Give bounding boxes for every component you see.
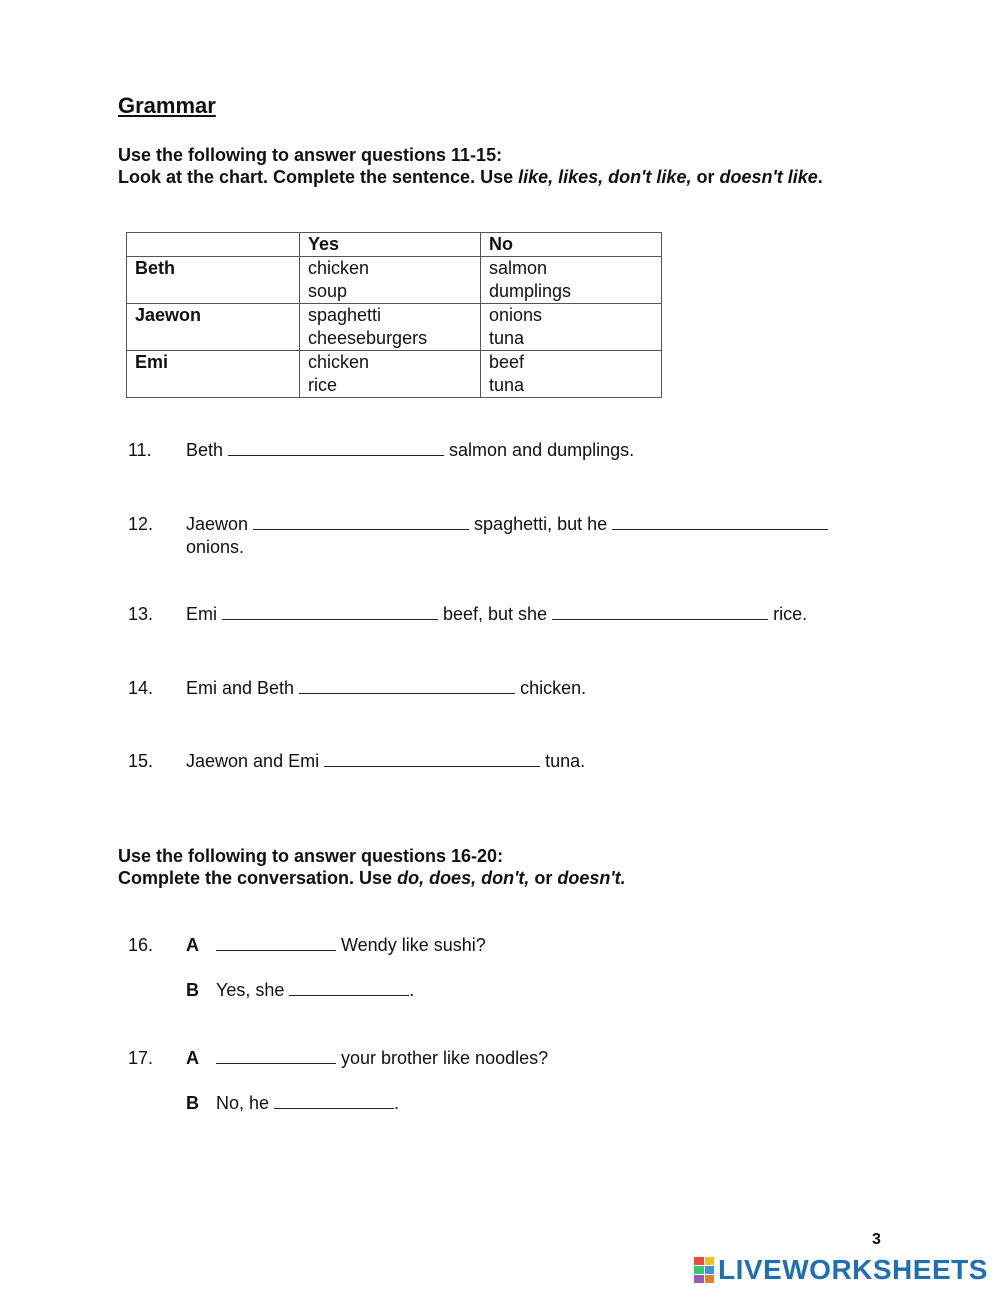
- speaker-a-line: Wendy like sushi?: [216, 934, 486, 957]
- yes-cell: chicken rice: [300, 351, 481, 398]
- table-row: [127, 304, 662, 351]
- table-row: [127, 257, 662, 304]
- question-text: Emi and Beth chicken.: [186, 678, 587, 698]
- answer-blank[interactable]: [216, 1047, 336, 1064]
- header-yes: Yes: [300, 233, 481, 257]
- question-number: 12.: [128, 514, 154, 534]
- question-number: 14.: [128, 678, 154, 698]
- answer-blank[interactable]: [228, 439, 444, 456]
- page-title: Grammar: [118, 93, 216, 118]
- speaker-b-line: Yes, she .: [216, 980, 415, 1000]
- header-no: No: [481, 233, 662, 257]
- speaker-a-label: A: [186, 935, 199, 955]
- speaker-b-line: No, he .: [216, 1093, 400, 1113]
- yes-cell: chicken soup: [300, 257, 481, 304]
- person-name: Jaewon: [127, 304, 300, 351]
- instructions-11-15: [118, 144, 858, 188]
- speaker-a-label: A: [186, 1048, 199, 1068]
- no-cell: onions tuna: [481, 304, 662, 351]
- answer-blank[interactable]: [274, 1092, 394, 1109]
- instruction-line: Look at the chart. Complete the sentence. Use like, likes, don't like, or doesn't like.: [118, 167, 823, 187]
- answer-blank[interactable]: [289, 979, 409, 996]
- question-text: Beth salmon and dumplings.: [186, 440, 635, 460]
- question-number: 17.: [128, 1048, 154, 1068]
- answer-blank[interactable]: [216, 934, 336, 951]
- instruction-line: Complete the conversation. Use do, does, don't, or doesn't.: [118, 868, 626, 888]
- answer-blank[interactable]: [222, 603, 438, 620]
- table-row: [127, 351, 662, 398]
- instruction-line: Use the following to answer questions 16-20:: [118, 846, 504, 866]
- instruction-line: Use the following to answer questions 11-15:: [118, 145, 503, 165]
- speaker-b-label: B: [186, 980, 199, 1000]
- speaker-b-label: B: [186, 1093, 199, 1113]
- food-preference-chart: [126, 232, 662, 398]
- instructions-16-20: [118, 845, 858, 889]
- answer-blank[interactable]: [299, 677, 515, 694]
- person-name: Emi: [127, 351, 300, 398]
- no-cell: salmon dumplings: [481, 257, 662, 304]
- answer-blank[interactable]: [552, 603, 768, 620]
- answer-blank[interactable]: [612, 513, 828, 530]
- liveworksheets-logo[interactable]: [694, 1254, 988, 1286]
- person-name: Beth: [127, 257, 300, 304]
- question-text: Jaewon spaghetti, but he onions.: [186, 513, 866, 559]
- logo-blocks-icon: [694, 1257, 714, 1283]
- answer-blank[interactable]: [253, 513, 469, 530]
- question-text: Jaewon and Emi tuna.: [186, 751, 586, 771]
- speaker-a-line: your brother like noodles?: [216, 1047, 548, 1070]
- logo-text: LIVEWORKSHEETS: [718, 1254, 988, 1285]
- question-number: 13.: [128, 604, 154, 624]
- question-number: 16.: [128, 935, 154, 955]
- header-blank: [127, 233, 300, 257]
- answer-blank[interactable]: [324, 750, 540, 767]
- no-cell: beef tuna: [481, 351, 662, 398]
- chart-header-row: [127, 233, 662, 257]
- question-number: 15.: [128, 751, 154, 771]
- page-number: 3: [872, 1231, 881, 1248]
- question-text: Emi beef, but she rice.: [186, 604, 808, 624]
- question-number: 11.: [128, 440, 152, 460]
- yes-cell: spaghetti cheeseburgers: [300, 304, 481, 351]
